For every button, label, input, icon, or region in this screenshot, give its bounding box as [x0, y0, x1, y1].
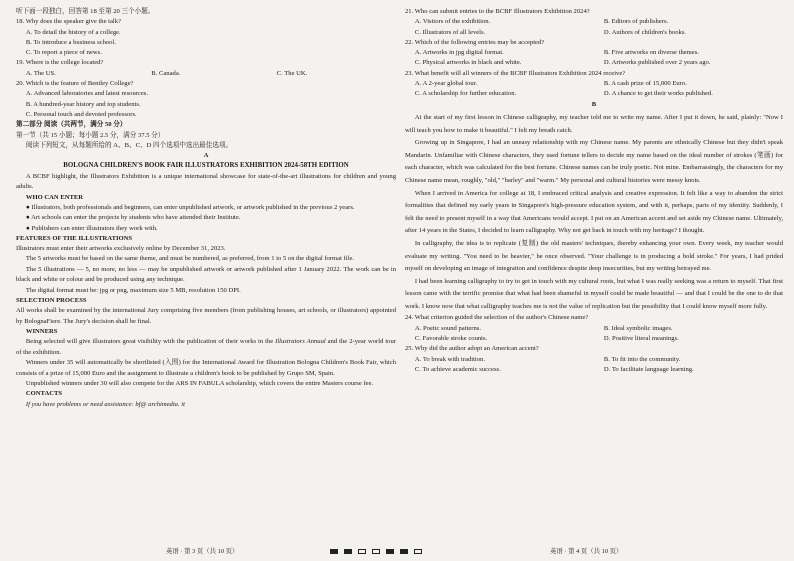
q23-option: C. A scholarship for further education.	[414, 90, 517, 98]
q20-option: B. A hundred-year history and top students.	[25, 100, 141, 108]
q23-option: D. A chance to get their works published.	[603, 90, 713, 98]
q24-option: B. Ideal symbolic images.	[603, 324, 673, 332]
listening-intro: 听下面一段独白，回答第 18 至第 20 三个小题。	[16, 8, 155, 15]
passage-paragraph: I had been learning calligraphy to try to get in touch with my cultural roots, but what I was really seeking was a return to myself. That first lesson came with the terrific promise that what had been shameful in myself could be made beautiful — and that I could be the one to do that work. I know now that what calligraphy teaches me is not the value of replication but the possibility that I could know myself more fully.	[405, 277, 783, 310]
q22-option: A. Artworks in jpg digital format.	[414, 49, 504, 57]
q18-stem: 18. Why does the speaker give the talk?	[16, 18, 121, 26]
q18-option: B. To introduce a business school.	[25, 38, 116, 46]
q18-option: C. To report a piece of news.	[25, 49, 102, 57]
q25-option: A. To break with tradition.	[414, 355, 485, 363]
section-heading: WINNERS	[25, 328, 58, 336]
q21-option: B. Editors of publishers.	[603, 18, 669, 26]
q25-options-row	[405, 365, 783, 375]
reading-instruction: 阅读下列短文，从每题所给的 A、B、C、D 四个选项中选出最佳选项。	[25, 141, 233, 149]
q22-option: D. Artworks published over 2 years ago.	[603, 59, 711, 67]
passage-paragraph: When I arrived in America for college at 18, I embraced critical analysis and creative expression. It felt like a way to abandon the strict formalities that defined my early years in Singapore's high-pressure education system, and with it, perhaps, parts of my identity. Suddenly, I felt the need to present myself in a way that Americans would accept. I put on an American accent and set aside my Chinese name. Ultimately, after 14 years in the States, I decided to learn calligraphy. Why not get back in touch with my heritage? I thought.	[405, 189, 783, 235]
registration-mark	[372, 549, 380, 554]
section-heading: SELECTION PROCESS	[16, 296, 87, 304]
passage-paragraph: The 5 artworks must be based on the same theme, and must be numbered, as preferred, from 1 to 5 on the digital format file.	[25, 255, 355, 263]
registration-mark	[344, 549, 352, 554]
right-page	[405, 0, 783, 561]
registration-mark	[358, 549, 366, 554]
passage-title: BOLOGNA CHILDREN'S BOOK FAIR ILLUSTRATORS EXHIBITION 2024-58TH EDITION	[63, 162, 349, 170]
section-heading: FEATURES OF THE ILLUSTRATIONS	[16, 234, 133, 242]
passage-paragraph: All works shall be examined by the international Jury comprising five members (from publishing houses, art schools, or illustrators) appointed by BolognaFiere. The Jury's decision shall be final.	[16, 307, 396, 325]
q24-option: A. Poetic sound patterns.	[414, 324, 482, 332]
contact-line: If you have problems or need assistance: bf@ archimedia. it	[25, 400, 185, 408]
q22-option: B. Five artworks on diverse themes.	[603, 49, 699, 57]
q19-option: A. The US.	[25, 69, 56, 77]
q24-option: C. Favorable stroke counts.	[414, 335, 488, 343]
q24-option: D. Positive literal meanings.	[603, 335, 679, 343]
section-heading: CONTACTS	[25, 390, 63, 398]
q23-option: A. A 2-year global tour.	[414, 80, 478, 88]
section-heading: WHO CAN ENTER	[25, 193, 84, 201]
q20-option: C. Personal touch and devoted professors.	[25, 110, 137, 118]
passage-paragraph: At the start of my first lesson in Chinese calligraphy, my teacher told me to write my name. After I put it down, he said, plainly: "Now I will teach you how to make it beautiful." I felt my breath catch.	[405, 113, 783, 134]
q19-options	[16, 69, 396, 79]
q20-option: A. Advanced laboratories and latest resources.	[25, 90, 149, 98]
part-two-heading: 第二部分 阅读（共两节，满分 50 分）	[16, 121, 127, 129]
q23-option: B. A cash prize of 15,000 Euro.	[603, 80, 687, 88]
q18-option: A. To detail the history of a college.	[25, 28, 121, 36]
q24-options-row	[405, 334, 783, 344]
passage-paragraph: Unpublished winners under 30 will also compete for the ARS IN FABULA scholarship, which covers the entire Masters course fee.	[25, 380, 374, 387]
passage-paragraph: The digital format must be: jpg or png, maximum size 5 MB, resolution 150 DPI.	[25, 286, 241, 294]
bullet-item: ● Publishers can enter illustrators they work with.	[25, 224, 158, 232]
q25-option: D. To facilitate language learning.	[603, 365, 694, 373]
passage-letter-b: B	[591, 100, 597, 108]
registration-mark	[330, 549, 338, 554]
q21-option: A. Visitors of the exhibition.	[414, 18, 491, 26]
q25-options-row	[405, 355, 783, 365]
registration-mark	[386, 549, 394, 554]
passage-paragraph: Illustrators must enter their artworks exclusively online by December 31, 2023.	[16, 245, 226, 253]
q23-options-row	[405, 89, 783, 99]
q24-options-row	[405, 324, 783, 334]
q25-stem: 25. Why did the author adopt an American accent?	[405, 345, 539, 353]
q21-option: D. Authors of children's books.	[603, 28, 687, 36]
q19-stem: 19. Where is the college located?	[16, 59, 104, 67]
passage-letter-a: A	[203, 152, 209, 160]
bullet-item: ● Illustrators, both professionals and beginners, can enter unpublished artwork, or artwork published in the previous 2 years.	[25, 203, 355, 211]
q20-stem: 20. Which is the feature of Bentley College?	[16, 80, 134, 88]
page-footer: 英语 · 第 4 页（共 10 页）	[550, 548, 623, 555]
q23-stem: 23. What benefit will all winners of the BCBF Illustrators Exhibition 2024 receive?	[405, 69, 626, 77]
q21-options-row	[405, 17, 783, 27]
winners-text: Being selected will give illustrators great visibility with the publication of their works in the	[25, 338, 276, 346]
bullet-item: ● Art schools can enter the projects by students who have attended their Institute.	[25, 214, 241, 222]
annual-title: Illustrators Annual	[275, 338, 326, 346]
q19-option: C. The UK.	[276, 69, 308, 77]
q19-option: B. Canada.	[151, 69, 181, 77]
left-page	[16, 0, 396, 561]
q22-stem: 22. Which of the following entries may be accepted?	[405, 38, 545, 46]
q22-option: C. Physical artworks in black and white.	[414, 59, 522, 67]
page-footer: 英语 · 第 3 页（共 10 页）	[166, 548, 239, 555]
q21-options-row	[405, 28, 783, 38]
passage-paragraph	[16, 337, 396, 358]
q25-option: C. To achieve academic success.	[414, 365, 501, 373]
q21-option: C. Illustrators of all levels.	[414, 28, 486, 36]
q21-stem: 21. Who can submit entries to the BCBF Illustrators Exhibition 2024?	[405, 8, 590, 15]
passage-paragraph: Growing up in Singapore, I had an uneasy relationship with my Chinese name. My parents are ethnically Chinese but they didn't speak Mandarin. Unfamiliar with Chinese characters, they used fortune tellers to decide my name based on the ideal number of strokes (笔画) for each character, which was calculated for the best fortune. Chinese names can be truly poetic. Not mine. Embarrassingly, the characters for my Chinese name mean, roughly, "old," "barley" and "warm." My personal and cultural histories were messy knots.	[405, 139, 783, 184]
passage-paragraph: In calligraphy, the idea is to replicate (复制) the old masters' techniques, thereby enhancing your own. Every week, my teacher would evaluate my writing. "You need to be heavier," he once observed. "Your challenge is in producing a bold stroke." For years, I had prided myself on developing an image of integration and confidence despite deep insecurities, but my writing betrayed me.	[405, 239, 783, 273]
q23-options-row	[405, 79, 783, 89]
section-one-heading: 第一节（共 15 小题；每小题 2.5 分，满分 37.5 分）	[16, 131, 165, 139]
q25-option: B. To fit into the community.	[603, 355, 681, 363]
q22-options-row	[405, 48, 783, 58]
passage-paragraph: Winners under 35 will automatically be shortlisted (入围) for the International Award for Illustration Bologna Children's Book Fair, which consists of a prize of 15,000 Euro and the assignment to illustrate a children's book to be published by Grupo SM, Spain.	[16, 359, 396, 377]
q24-stem: 24. What criterion guided the selection of the author's Chinese name?	[405, 314, 589, 322]
passage-paragraph: The 5 illustrations — 5, no more, no less — may be unpublished artwork or artwork published after 1 January 2022. The work can be in black and white or colour and be produced using any technique.	[16, 265, 396, 284]
q22-options-row	[405, 58, 783, 68]
winners-text: and the 2-year world tour of the exhibition.	[16, 338, 396, 356]
passage-paragraph: A BCBF highlight, the Illustrators Exhibition is a unique international showcase for state-of-the-art illustrations for children and young adults.	[16, 172, 396, 191]
